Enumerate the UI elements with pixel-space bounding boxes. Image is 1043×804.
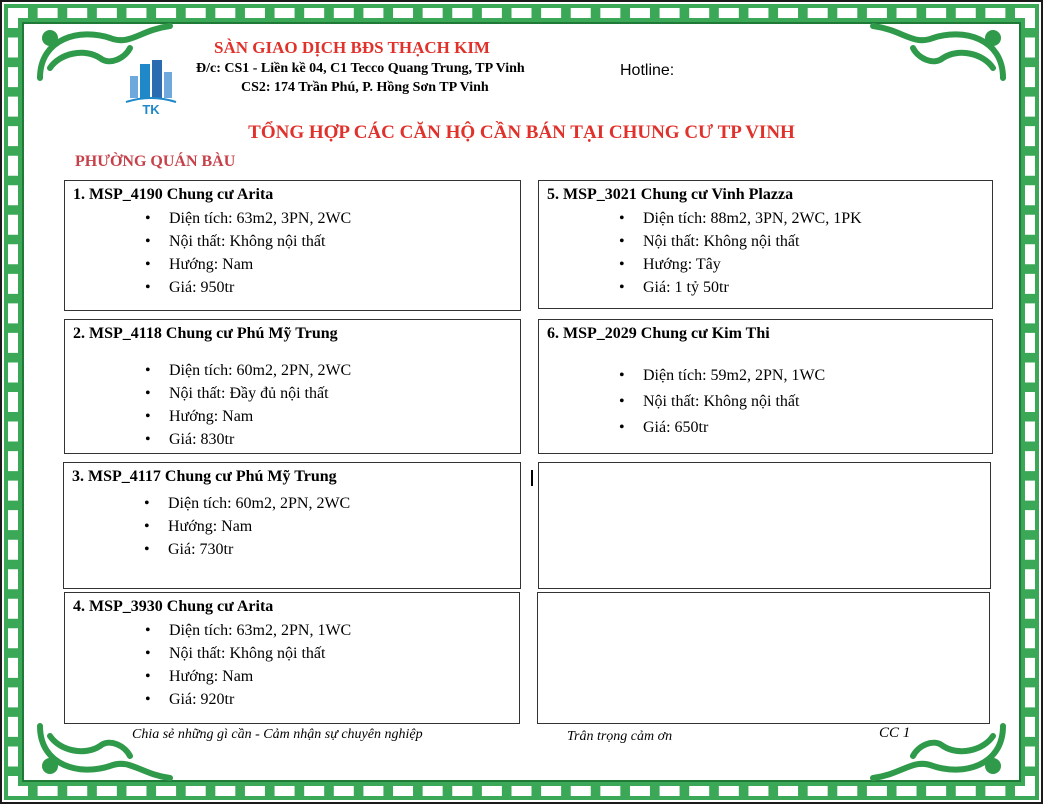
footer-thanks: Trân trọng cảm ơn	[567, 729, 673, 744]
listing-detail: • Nội thất: Đầy đủ nội thất	[145, 382, 351, 405]
ward-heading: PHƯỜNG QUÁN BÀU	[75, 153, 236, 170]
listing-title: 4. MSP_3930 Chung cư Arita	[73, 598, 274, 615]
listing-details	[619, 363, 825, 441]
listing-detail: • Diện tích: 59m2, 2PN, 1WC	[619, 363, 825, 389]
listing-card-2	[64, 319, 521, 454]
listing-detail: • Nội thất: Không nội thất	[619, 230, 862, 253]
address-line-1: Đ/c: CS1 - Liền kề 04, C1 Tecco Quang Trung, TP Vinh	[196, 61, 525, 76]
text-cursor	[531, 470, 533, 486]
logo-text: TK	[142, 102, 160, 116]
listing-detail: • Nội thất: Không nội thất	[145, 642, 351, 665]
listing-details	[145, 619, 351, 711]
listing-title: 1. MSP_4190 Chung cư Arita	[73, 186, 274, 203]
company-logo	[122, 58, 180, 116]
listing-detail: • Hướng: Nam	[145, 665, 351, 688]
listing-detail: • Hướng: Tây	[619, 253, 862, 276]
listing-card-5	[538, 180, 993, 309]
address-line-2: CS2: 174 Trần Phú, P. Hồng Sơn TP Vinh	[241, 80, 489, 95]
listing-detail: • Nội thất: Không nội thất	[619, 389, 825, 415]
listing-title: 5. MSP_3021 Chung cư Vinh Plazza	[547, 186, 794, 203]
listing-card-1	[64, 180, 521, 311]
listing-detail: • Hướng: Nam	[145, 405, 351, 428]
empty-listing-card	[538, 462, 991, 589]
listing-card-6	[538, 319, 993, 454]
listing-detail: • Diện tích: 60m2, 2PN, 2WC	[144, 492, 350, 515]
listing-card-3	[63, 462, 521, 589]
listing-title: 6. MSP_2029 Chung cư Kim Thi	[547, 325, 770, 342]
listing-detail: • Giá: 830tr	[145, 428, 351, 451]
listing-details	[145, 359, 351, 451]
company-name: SÀN GIAO DỊCH BĐS THẠCH KIM	[214, 38, 490, 57]
listing-details	[619, 207, 862, 299]
corner-ornament-top-right	[863, 18, 1013, 88]
listing-title: 2. MSP_4118 Chung cư Phú Mỹ Trung	[73, 325, 338, 342]
listing-detail: • Hướng: Nam	[145, 253, 351, 276]
listing-detail: • Giá: 1 tỷ 50tr	[619, 276, 862, 299]
listing-detail: • Diện tích: 63m2, 2PN, 1WC	[145, 619, 351, 642]
listing-title: 3. MSP_4117 Chung cư Phú Mỹ Trung	[72, 468, 337, 485]
listing-detail: • Giá: 650tr	[619, 415, 825, 441]
listing-detail: • Diện tích: 88m2, 3PN, 2WC, 1PK	[619, 207, 862, 230]
listing-card-4	[64, 592, 520, 724]
listing-detail: • Diện tích: 63m2, 3PN, 2WC	[145, 207, 351, 230]
listing-details	[145, 207, 351, 299]
listing-detail: • Hướng: Nam	[144, 515, 350, 538]
empty-listing-card	[537, 592, 990, 724]
listing-detail: • Giá: 920tr	[145, 688, 351, 711]
hotline-label: Hotline:	[620, 62, 675, 79]
footer-slogan: Chia sẻ những gì cần - Cảm nhận sự chuyên nghiệp	[132, 727, 423, 742]
page-title: TỔNG HỢP CÁC CĂN HỘ CẦN BÁN TẠI CHUNG CƯ TP VINH	[248, 122, 795, 143]
listing-detail: • Diện tích: 60m2, 2PN, 2WC	[145, 359, 351, 382]
listing-detail: • Giá: 950tr	[145, 276, 351, 299]
listing-detail: • Giá: 730tr	[144, 538, 350, 561]
listing-detail: • Nội thất: Không nội thất	[145, 230, 351, 253]
listing-details	[144, 492, 350, 561]
footer-code: CC 1	[879, 725, 911, 741]
